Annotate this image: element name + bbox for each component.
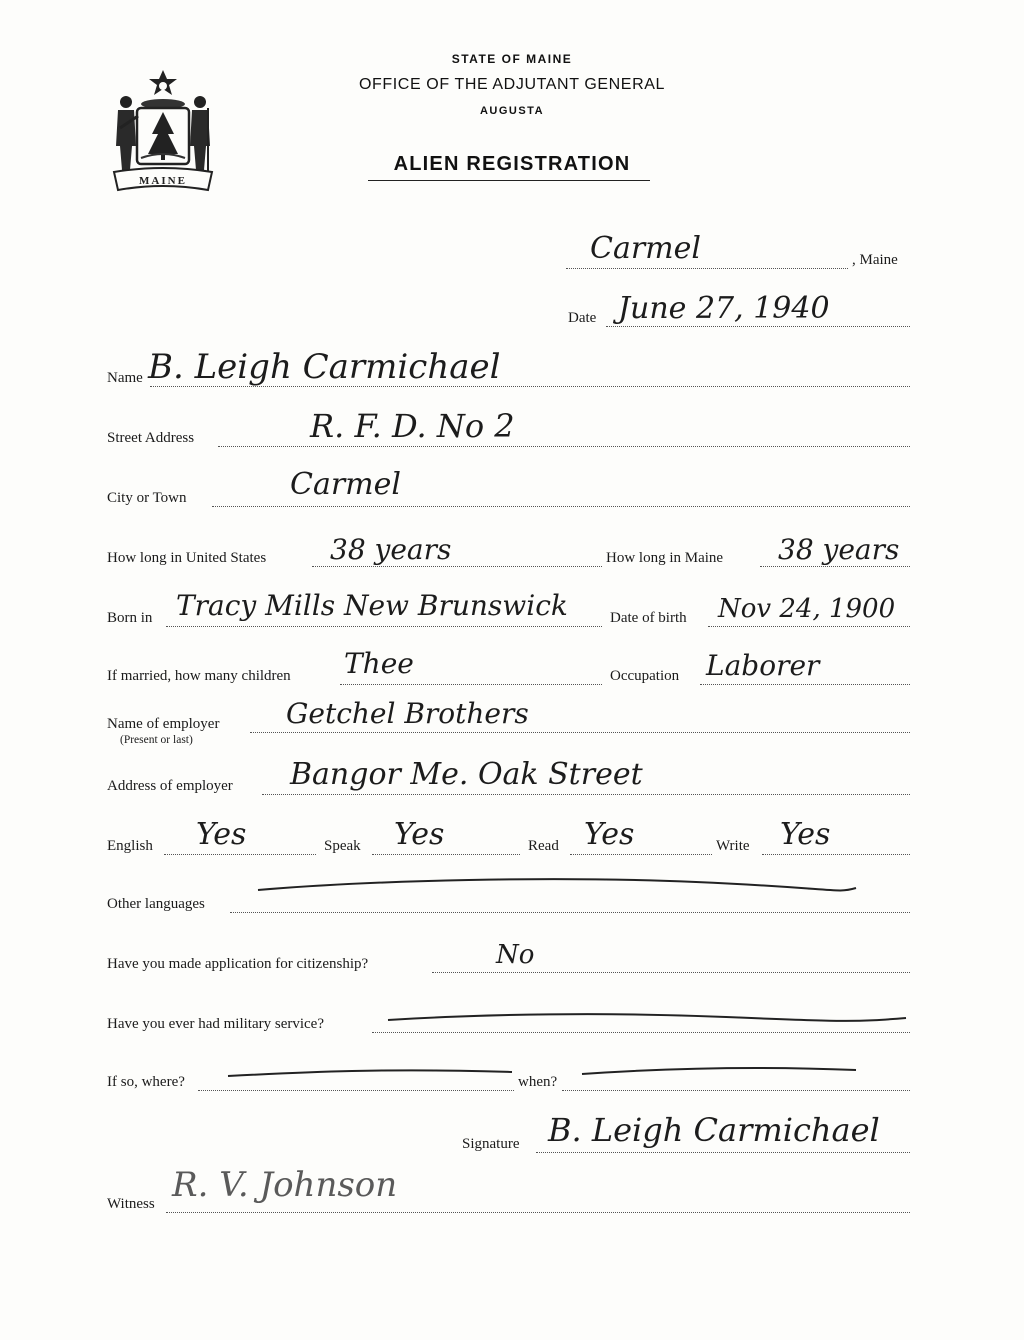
other-languages-dash-stroke [256, 872, 860, 898]
children-line [340, 684, 602, 685]
speak-value[interactable]: Yes [394, 817, 445, 852]
how-long-us-label: How long in United States [107, 550, 267, 566]
write-label: Write [716, 838, 750, 854]
city-or-town-value[interactable]: Carmel [290, 467, 401, 502]
write-line [762, 854, 910, 855]
form-title: ALIEN REGISTRATION [393, 153, 631, 175]
how-long-us-line [312, 566, 602, 567]
employer-sublabel: (Present or last) [120, 734, 193, 746]
signature-label: Signature [462, 1136, 520, 1152]
employer-address-value[interactable]: Bangor Me. Oak Street [290, 757, 643, 792]
how-long-maine-label: How long in Maine [606, 550, 724, 566]
if-so-where-line [198, 1090, 514, 1091]
how-long-us-value[interactable]: 38 years [330, 533, 452, 566]
street-address-line [218, 446, 910, 447]
born-in-label: Born in [107, 610, 153, 626]
signature-value[interactable]: B. Leigh Carmichael [548, 1111, 880, 1149]
when-line [562, 1090, 910, 1091]
children-label: If married, how many children [107, 668, 291, 684]
other-languages-label: Other languages [107, 896, 205, 912]
born-in-line [166, 626, 602, 627]
military-line [372, 1032, 910, 1033]
if-so-where-dash-stroke [226, 1064, 516, 1082]
date-line [606, 326, 910, 327]
city-or-town-line [212, 506, 910, 507]
date-of-birth-line [708, 626, 910, 627]
signature-line [536, 1152, 910, 1153]
date-label: Date [568, 310, 597, 326]
city-heading: AUGUSTA [479, 105, 545, 117]
how-long-maine-line [760, 566, 910, 567]
town-value[interactable]: Carmel [590, 231, 701, 266]
english-label: English [107, 838, 153, 854]
city-or-town-label: City or Town [107, 490, 187, 506]
employer-line [250, 732, 910, 733]
military-label: Have you ever had military service? [107, 1016, 324, 1032]
when-dash-stroke [580, 1062, 860, 1080]
occupation-line [700, 684, 910, 685]
english-line [164, 854, 316, 855]
children-value[interactable]: Thee [344, 647, 414, 680]
witness-line [166, 1212, 910, 1213]
citizenship-value[interactable]: No [496, 940, 535, 970]
town-line [566, 268, 848, 269]
read-value[interactable]: Yes [584, 817, 635, 852]
occupation-label: Occupation [610, 668, 680, 684]
name-value[interactable]: B. Leigh Carmichael [148, 347, 501, 387]
office-heading: OFFICE OF THE ADJUTANT GENERAL [358, 76, 666, 93]
date-of-birth-label: Date of birth [610, 610, 687, 626]
citizenship-label: Have you made application for citizenship? [107, 956, 369, 972]
born-in-value[interactable]: Tracy Mills New Brunswick [176, 589, 568, 622]
if-so-where-label: If so, where? [107, 1074, 185, 1090]
witness-label: Witness [107, 1196, 155, 1212]
speak-label: Speak [324, 838, 361, 854]
read-label: Read [528, 838, 559, 854]
street-address-label: Street Address [107, 430, 195, 446]
citizenship-line [432, 972, 910, 973]
how-long-maine-value[interactable]: 38 years [778, 533, 900, 566]
read-line [570, 854, 712, 855]
military-dash-stroke [386, 1008, 910, 1028]
seal-scroll-text: MAINE [139, 175, 187, 187]
name-label: Name [107, 370, 143, 386]
date-value[interactable]: June 27, 1940 [618, 291, 830, 326]
occupation-value[interactable]: Laborer [706, 649, 820, 682]
when-label: when? [518, 1074, 558, 1090]
state-heading: STATE OF MAINE [451, 52, 573, 66]
witness-value[interactable]: R. V. Johnson [172, 1165, 398, 1205]
english-value[interactable]: Yes [196, 817, 247, 852]
employer-value[interactable]: Getchel Brothers [286, 697, 529, 730]
employer-address-label: Address of employer [107, 778, 233, 794]
employer-label: Name of employer [107, 716, 220, 732]
street-address-value[interactable]: R. F. D. No 2 [310, 407, 515, 445]
other-languages-line [230, 912, 910, 913]
write-value[interactable]: Yes [780, 817, 831, 852]
title-underline [368, 180, 650, 181]
employer-address-line [262, 794, 910, 795]
speak-line [372, 854, 520, 855]
date-of-birth-value[interactable]: Nov 24, 1900 [718, 594, 896, 624]
town-suffix: , Maine [852, 252, 898, 268]
